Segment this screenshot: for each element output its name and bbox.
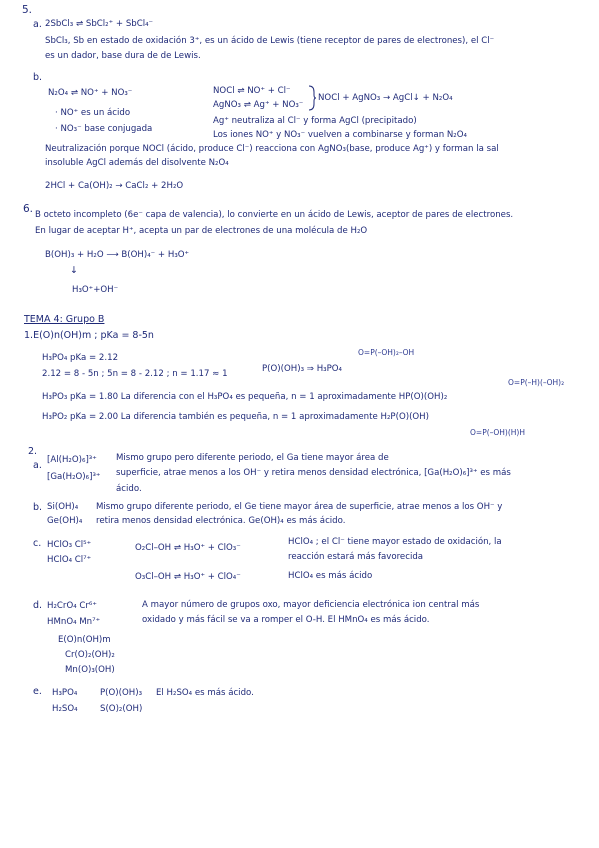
- species: Si(OH)₄: [47, 502, 79, 512]
- species: [Al(H₂O)₆]³⁺: [47, 455, 97, 465]
- species: HClO₃ Cl⁵⁺: [47, 540, 92, 550]
- item-label: a.: [33, 19, 42, 30]
- text-line: HClO₄ es más ácido: [288, 571, 373, 581]
- text-line: Mismo grupo diferente periodo, el Ge tiene mayor área de superficie, atrae menos a los OH⁻ y: [96, 502, 503, 512]
- species: H₂SO₄: [52, 704, 78, 714]
- formula: E(O)n(OH)m: [58, 635, 111, 645]
- text-line: insoluble AgCl además del disolvente N₂O₄: [45, 158, 229, 168]
- text-line: oxidado y más fácil se va a romper el O-H. El HMnO₄ es más ácido.: [142, 615, 430, 625]
- species: HClO₄ Cl⁷⁺: [47, 555, 92, 565]
- text-line: Ag⁺ neutraliza al Cl⁻ y forma AgCl (precipitado): [213, 116, 417, 126]
- species: HMnO₄ Mn⁷⁺: [47, 617, 101, 627]
- text-line: superficie, atrae menos a los OH⁻ y retira menos densidad electrónica, [Ga(H₂O)₆]³⁺ es más: [116, 468, 511, 478]
- text-line: HClO₄ ; el Cl⁻ tiene mayor estado de oxidación, la: [288, 537, 502, 547]
- item-label: e.: [33, 686, 42, 697]
- formula: Mn(O)₃(OH): [65, 665, 115, 675]
- item-label: d.: [33, 600, 43, 611]
- question-number: 2.: [28, 446, 38, 457]
- text-line: En lugar de aceptar H⁺, acepta un par de electrones de una molécula de H₂O: [35, 226, 368, 236]
- text-line: reacción estará más favorecida: [288, 552, 424, 562]
- text-line: Mismo grupo pero diferente periodo, el Ga tiene mayor área de: [116, 453, 389, 463]
- curly-brace-icon: [307, 84, 317, 112]
- text-line: ácido.: [116, 484, 142, 494]
- down-arrow-icon: ↓: [70, 265, 78, 276]
- structure-formula: O=P(–H)(–OH)₂: [508, 378, 565, 387]
- equation: 2HCl + Ca(OH)₂ → CaCl₂ + 2H₂O: [45, 181, 184, 191]
- text-line: B octeto incompleto (6e⁻ capa de valencia), lo convierte en un ácido de Lewis, aceptor de pares de electrones.: [35, 210, 514, 220]
- equation: P(O)(OH)₃ ⇒ H₃PO₄: [262, 364, 342, 374]
- equation: B(OH)₃ + H₂O ⟶ B(OH)₄⁻ + H₃O⁺: [45, 250, 190, 260]
- text-line: Neutralización porque NOCl (ácido, produce Cl⁻) reacciona con AgNO₃(base, produce Ag⁺) y forman la sal: [45, 144, 499, 154]
- item-label: c.: [33, 538, 42, 549]
- species: H₂CrO₄ Cr⁶⁺: [47, 601, 97, 611]
- equation: N₂O₄ ⇌ NO⁺ + NO₃⁻: [48, 88, 133, 98]
- item-label: a.: [33, 460, 42, 471]
- species: Ge(OH)₄: [47, 516, 83, 526]
- text-line: H₃PO₃ pKa = 1.80 La diferencia con el H₃PO₄ es pequeña, n = 1 aproximadamente HP(O)(OH)₂: [42, 392, 448, 402]
- equation: 2SbCl₃ ⇌ SbCl₂⁺ + SbCl₄⁻: [45, 19, 154, 29]
- text-line: H₃PO₄ pKa = 2.12: [42, 353, 119, 363]
- formula: P(O)(OH)₃: [100, 688, 143, 698]
- equation: AgNO₃ ⇌ Ag⁺ + NO₃⁻: [213, 100, 304, 110]
- item-label: b.: [33, 72, 43, 83]
- text-line: El H₂SO₄ es más ácido.: [156, 688, 254, 698]
- text-line: Los iones NO⁺ y NO₃⁻ vuelven a combinarse y forman N₂O₄: [213, 130, 467, 140]
- equation: NOCl + AgNO₃ → AgCl↓ + N₂O₄: [318, 93, 453, 103]
- text-line: 2.12 = 8 - 5n ; 5n = 8 - 2.12 ; n = 1.17 ≈ 1: [42, 369, 228, 379]
- equation: NOCl ⇌ NO⁺ + Cl⁻: [213, 86, 291, 96]
- question-number: 5.: [22, 4, 33, 16]
- text-line: SbCl₃, Sb en estado de oxidación 3⁺, es un ácido de Lewis (tiene receptor de pares de electrones), el Cl⁻: [45, 36, 495, 46]
- section-title: TEMA 4: Grupo B: [24, 314, 105, 325]
- text-line: 1.E(O)n(OH)m ; pKa = 8-5n: [24, 330, 154, 341]
- text-line: · NO₃⁻ base conjugada: [55, 124, 153, 134]
- item-label: b.: [33, 502, 43, 513]
- equation: H₃O⁺+OH⁻: [72, 285, 119, 295]
- text-line: · NO⁺ es un ácido: [55, 108, 131, 118]
- equation: O₂Cl–OH ⇌ H₃O⁺ + ClO₃⁻: [135, 543, 241, 553]
- text-line: A mayor número de grupos oxo, mayor deficiencia electrónica ion central más: [142, 600, 480, 610]
- formula: S(O)₂(OH): [100, 704, 143, 714]
- text-line: H₃PO₂ pKa = 2.00 La diferencia también es pequeña, n = 1 aproximadamente H₂P(O)(OH): [42, 412, 429, 422]
- species: [Ga(H₂O)₆]³⁺: [47, 472, 101, 482]
- structure-formula: O=P(–OH)₂–OH: [358, 348, 415, 357]
- text-line: retira menos densidad electrónica. Ge(OH)₄ es más ácido.: [96, 516, 346, 526]
- text-line: es un dador, base dura de de Lewis.: [45, 51, 201, 61]
- question-number: 6.: [23, 203, 34, 215]
- species: H₃PO₄: [52, 688, 78, 698]
- equation: O₃Cl–OH ⇌ H₃O⁺ + ClO₄⁻: [135, 572, 241, 582]
- formula: Cr(O)₂(OH)₂: [65, 650, 115, 660]
- structure-formula: O=P(–OH)(H)H: [470, 428, 525, 437]
